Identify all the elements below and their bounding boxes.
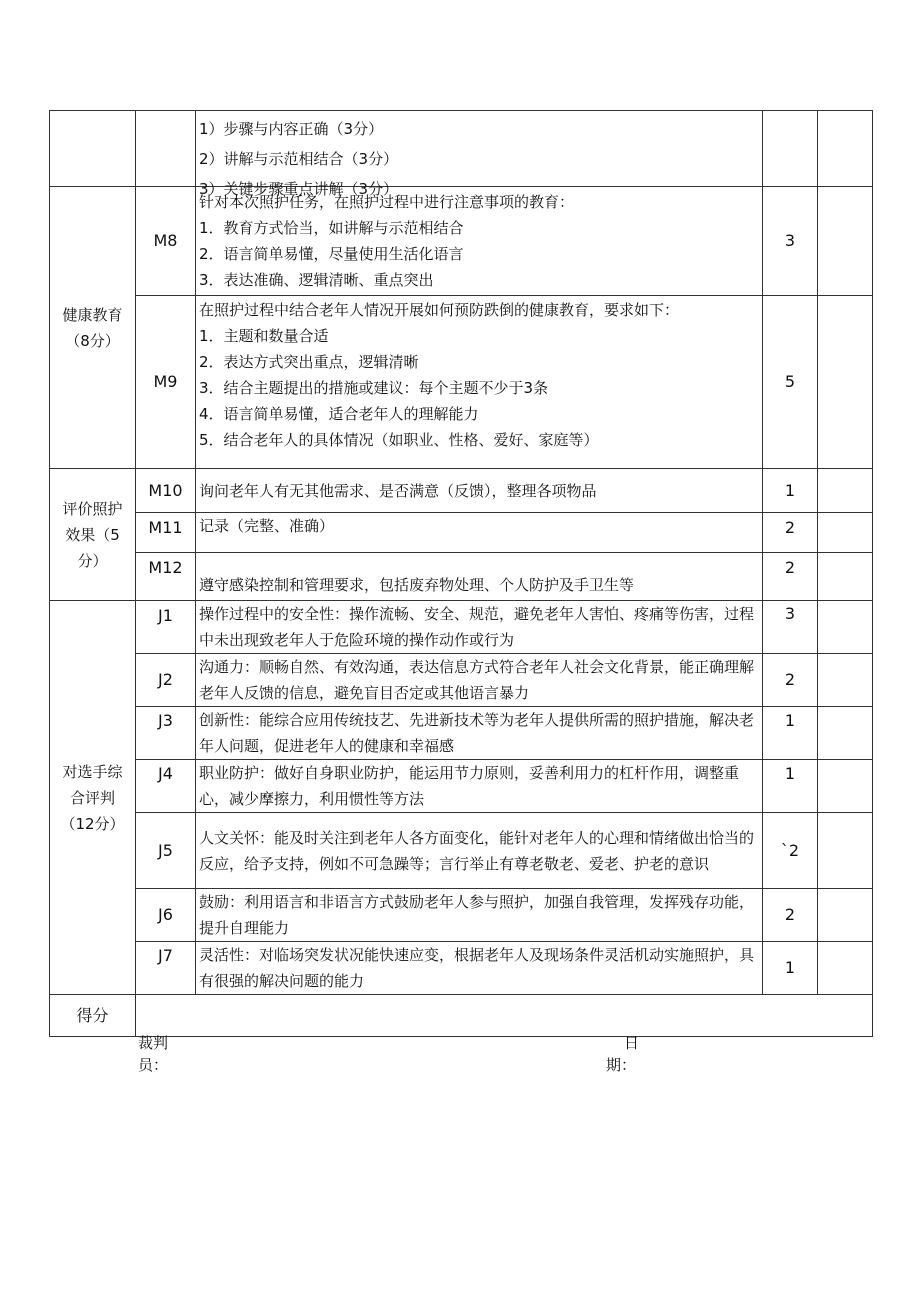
item-description: 人文关怀：能及时关注到老年人各方面变化，能针对老年人的心理和情绪做出恰当的反应，给予支持，例如不可急躁等；言行举止有尊老敬老、爱老、护老的意识 bbox=[196, 813, 763, 889]
description-line: 4．语言简单易懂，适合老年人的理解能力 bbox=[199, 405, 479, 423]
item-code: J7 bbox=[136, 942, 196, 995]
item-code: J5 bbox=[136, 813, 196, 889]
description-line: 针对本次照护任务，在照护过程中进行注意事项的教育： bbox=[199, 193, 575, 211]
item-code: J2 bbox=[136, 654, 196, 707]
category-cell-empty bbox=[50, 111, 136, 187]
mark-cell bbox=[818, 296, 873, 469]
mark-cell bbox=[818, 942, 873, 995]
category-evaluate-care bbox=[50, 469, 136, 601]
category-line-3: （12分） bbox=[60, 814, 125, 833]
category-line-2: 效果（5 bbox=[65, 525, 120, 544]
mark-cell bbox=[818, 707, 873, 760]
table-row-j6 bbox=[50, 889, 873, 942]
mark-cell bbox=[818, 654, 873, 707]
mark-cell bbox=[818, 469, 873, 513]
category-health-education bbox=[50, 187, 136, 469]
description-line: 2．表达方式突出重点，逻辑清晰 bbox=[199, 353, 419, 371]
table-row-j2 bbox=[50, 654, 873, 707]
table-row-m8 bbox=[50, 187, 873, 296]
item-score: 2 bbox=[763, 553, 818, 601]
table-row-j1 bbox=[50, 601, 873, 654]
table-row-m10 bbox=[50, 469, 873, 513]
description-line: 在照护过程中结合老年人情况开展如何预防跌倒的健康教育，要求如下： bbox=[199, 301, 680, 319]
item-code: M12 bbox=[136, 553, 196, 601]
table-row-m12 bbox=[50, 553, 873, 601]
partial-line-3: 3）关键步骤重点讲解（3分） bbox=[199, 180, 399, 198]
description-line: 3．结合主题提出的措施或建议：每个主题不少于3条 bbox=[199, 379, 549, 397]
table-row-j7 bbox=[50, 942, 873, 995]
item-score: 1 bbox=[763, 707, 818, 760]
table-row-m11 bbox=[50, 513, 873, 553]
table-row-total bbox=[50, 995, 873, 1037]
item-score: 5 bbox=[763, 296, 818, 469]
scoring-table bbox=[49, 110, 873, 1037]
code-cell-empty bbox=[136, 111, 196, 187]
description-line: 3．表达准确、逻辑清晰、重点突出 bbox=[199, 271, 434, 289]
category-line-2: 合评判 bbox=[69, 788, 115, 807]
item-description: 记录（完整、准确） bbox=[196, 513, 763, 553]
mark-cell bbox=[818, 187, 873, 296]
table-row-j4 bbox=[50, 760, 873, 813]
item-description: 遵守感染控制和管理要求，包括废弃物处理、个人防护及手卫生等 bbox=[196, 553, 763, 601]
item-description: 灵活性：对临场突发状况能快速应变，根据老年人及现场条件灵活机动实施照护，具有很强的解决问题的能力 bbox=[196, 942, 763, 995]
item-description: 沟通力：顺畅自然、有效沟通，表达信息方式符合老年人社会文化背景，能正确理解老年人反馈的信息，避免盲目否定或其他语言暴力 bbox=[196, 654, 763, 707]
total-score-field[interactable] bbox=[136, 995, 873, 1037]
item-description: 鼓励：利用语言和非语言方式鼓励老年人参与照护，加强自我管理，发挥残存功能，提升自理能力 bbox=[196, 889, 763, 942]
category-line-1: 健康教育 bbox=[62, 305, 123, 324]
item-score: 3 bbox=[763, 187, 818, 296]
item-description: 职业防护：做好自身职业防护，能运用节力原则，妥善利用力的杠杆作用，调整重心，减少摩擦力，利用惯性等方法 bbox=[196, 760, 763, 813]
item-code: J1 bbox=[136, 601, 196, 654]
mark-cell bbox=[818, 513, 873, 553]
item-score: 3 bbox=[763, 601, 818, 654]
category-overall-evaluation bbox=[50, 601, 136, 995]
item-description bbox=[196, 296, 763, 469]
table-row-j3 bbox=[50, 707, 873, 760]
date-label bbox=[606, 1032, 639, 1076]
category-line-1: 评价照护 bbox=[62, 499, 123, 518]
judge-label-line-1: 裁判 bbox=[138, 1034, 169, 1052]
item-description: 创新性：能综合应用传统技艺、先进新技术等为老年人提供所需的照护措施，解决老年人问题，促进老年人的健康和幸福感 bbox=[196, 707, 763, 760]
partial-description bbox=[199, 111, 760, 198]
item-description: 操作过程中的安全性：操作流畅、安全、规范，避免老年人害怕、疼痛等伤害，过程中未出现致老年人于危险环境的操作动作或行为 bbox=[196, 601, 763, 654]
item-score: 1 bbox=[763, 760, 818, 813]
mark-cell bbox=[818, 760, 873, 813]
judge-label-line-2: 员： bbox=[138, 1056, 169, 1074]
description-clip bbox=[199, 296, 760, 468]
table-row-m9 bbox=[50, 296, 873, 469]
score-cell-empty bbox=[763, 111, 818, 187]
mark-cell bbox=[818, 813, 873, 889]
item-description bbox=[196, 187, 763, 296]
mark-cell bbox=[818, 601, 873, 654]
table-row-partial bbox=[50, 111, 873, 187]
judge-signature-label bbox=[138, 1032, 168, 1076]
item-code: M8 bbox=[136, 187, 196, 296]
category-line-1: 对选手综 bbox=[62, 762, 123, 781]
description-line: 5．结合老年人的具体情况（如职业、性格、爱好、家庭等） bbox=[199, 431, 599, 449]
total-label: 得分 bbox=[50, 995, 136, 1037]
item-code: J3 bbox=[136, 707, 196, 760]
table-row-j5 bbox=[50, 813, 873, 889]
date-label-line-1: 日 bbox=[624, 1034, 640, 1052]
item-description: 询问老年人有无其他需求、是否满意（反馈），整理各项物品 bbox=[196, 469, 763, 513]
item-score: 1 bbox=[763, 942, 818, 995]
item-score: 2 bbox=[763, 654, 818, 707]
category-line-2: （8分） bbox=[65, 331, 120, 350]
item-score: `2 bbox=[763, 813, 818, 889]
partial-line-1: 1）步骤与内容正确（3分） bbox=[199, 120, 384, 138]
item-code: J6 bbox=[136, 889, 196, 942]
partial-line-2: 2）讲解与示范相结合（3分） bbox=[199, 150, 399, 168]
description-line: 1．主题和数量合适 bbox=[199, 327, 329, 345]
mark-cell bbox=[818, 553, 873, 601]
description-cell-partial bbox=[196, 111, 763, 198]
item-code: M9 bbox=[136, 296, 196, 469]
mark-cell-empty bbox=[818, 111, 873, 187]
category-line-3: 分） bbox=[77, 551, 108, 570]
item-score: 2 bbox=[763, 889, 818, 942]
mark-cell bbox=[818, 889, 873, 942]
item-score: 1 bbox=[763, 469, 818, 513]
description-line: 1．教育方式恰当，如讲解与示范相结合 bbox=[199, 219, 464, 237]
item-code: M11 bbox=[136, 513, 196, 553]
date-label-line-2: 期： bbox=[606, 1056, 637, 1074]
description-line: 2．语言简单易懂，尽量使用生活化语言 bbox=[199, 245, 464, 263]
item-score: 2 bbox=[763, 513, 818, 553]
item-code: M10 bbox=[136, 469, 196, 513]
item-code: J4 bbox=[136, 760, 196, 813]
